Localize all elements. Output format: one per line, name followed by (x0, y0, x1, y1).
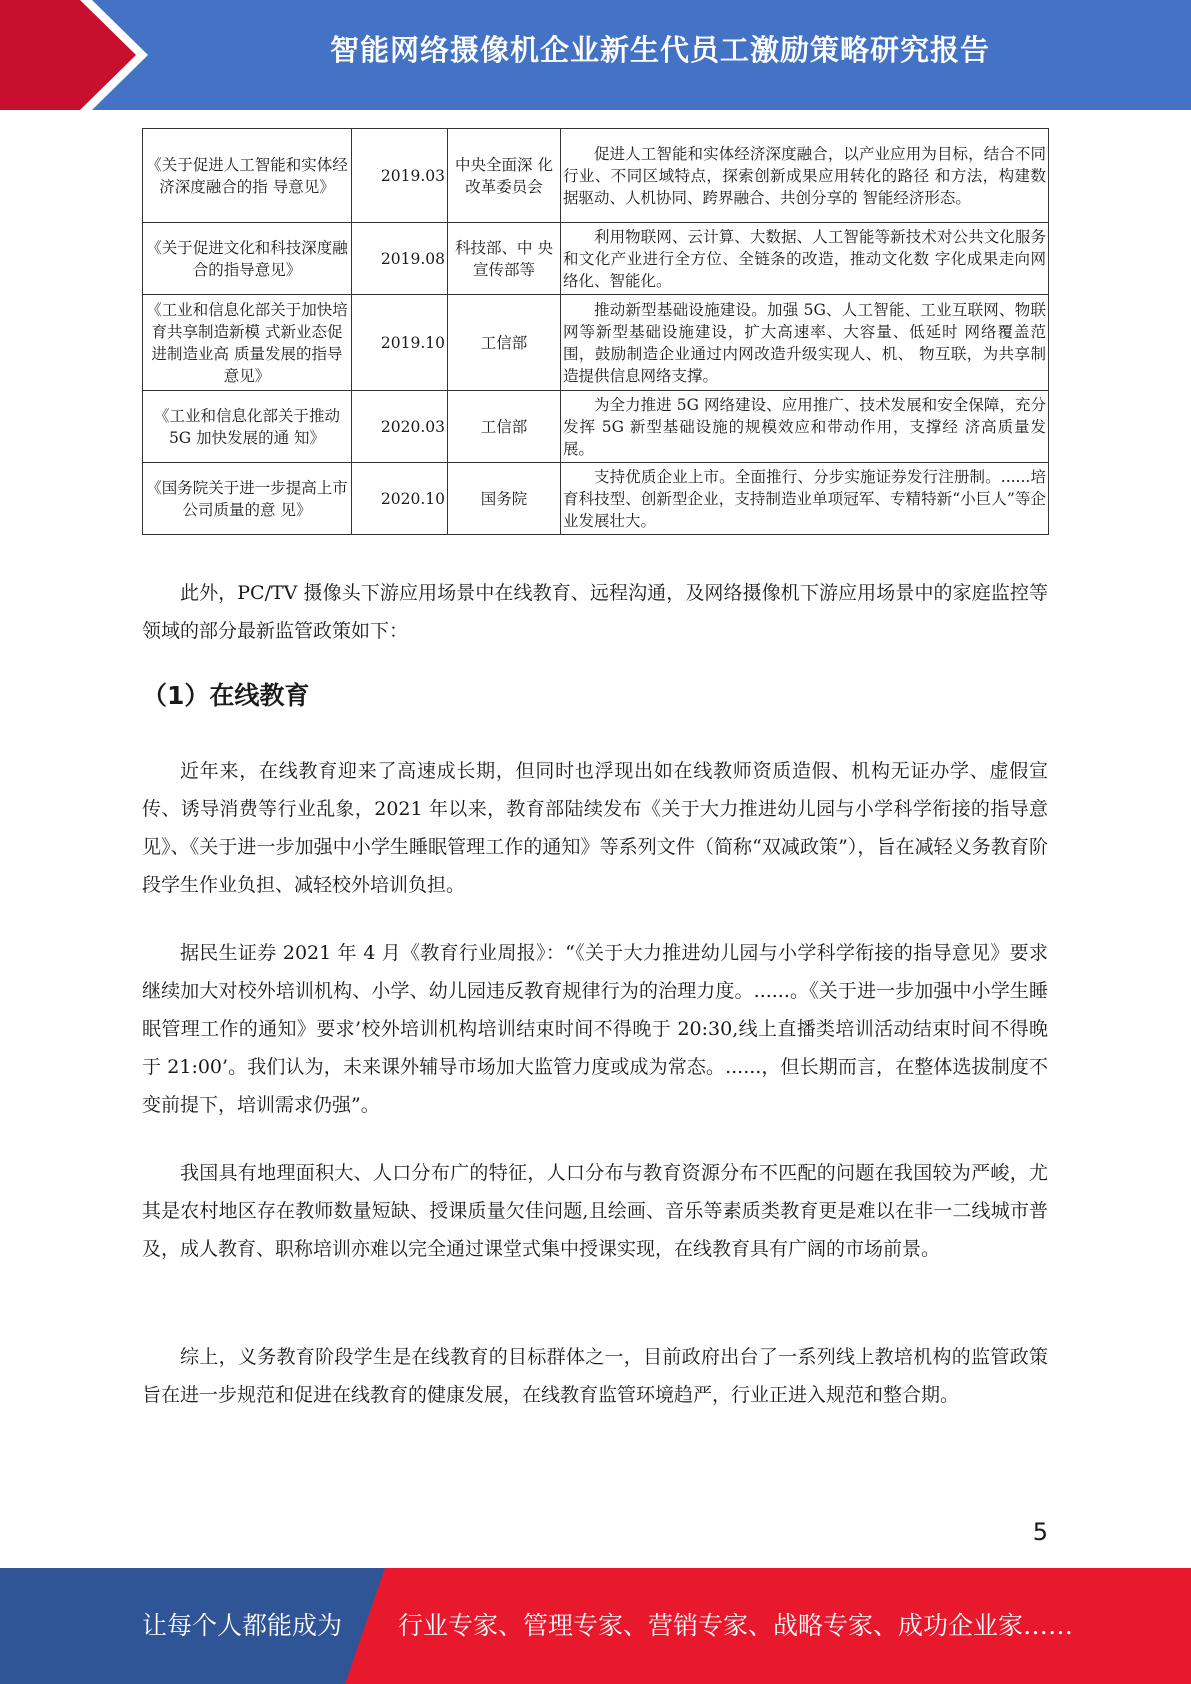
policy-content-cell: 利用物联网、云计算、大数据、人工智能等新技术对公共文化服务和文化产业进行全方位、全链条的改造，推动文化数 字化成果走向网络化、智能化。 (561, 223, 1049, 295)
policy-date-cell: 2019.10 (352, 295, 448, 391)
policy-content-cell: 促进人工智能和实体经济深度融合，以产业应用为目标，结合不同行业、不同区域特点，探索创新成果应用转化的路径 和方法，构建数据驱动、人机协同、跨界融合、共创分享的 智能经济形态。 (561, 129, 1049, 223)
policy-table (142, 128, 1049, 535)
policy-date-cell: 2020.10 (352, 463, 448, 535)
policy-org-cell: 工信部 (448, 295, 561, 391)
table-row (143, 223, 1049, 295)
table-row (143, 129, 1049, 223)
page-number: 5 (1032, 1518, 1048, 1546)
policy-org-cell: 科技部、中 央宣传部等 (448, 223, 561, 295)
section-heading: （1）在线教育 (142, 681, 310, 710)
policy-org-cell: 工信部 (448, 391, 561, 463)
policy-name-cell: 《工业和信息化部关于加快培育共享制造新模 式新业态促进制造业高 质量发展的指导意见》 (143, 295, 352, 391)
policy-date-cell: 2019.08 (352, 223, 448, 295)
policy-content-cell: 支持优质企业上市。全面推行、分步实施证券发行注册制。......培育科技型、创新型企业，支持制造业单项冠军、专精特新“小巨人”等企业发展壮大。 (561, 463, 1049, 535)
policy-content-cell: 推动新型基础设施建设。加强 5G、人工智能、工业互联网、物联网等新型基础设施建设，扩大高速率、大容量、低延时 网络覆盖范围，鼓励制造企业通过内网改造升级实现人、机、 物互联，为共享制造提供信息网络支撑。 (561, 295, 1049, 391)
policy-date-cell: 2020.03 (352, 391, 448, 463)
page-header (0, 0, 1191, 110)
policy-org-cell: 中央全面深 化改革委员会 (448, 129, 561, 223)
policy-content-cell: 为全力推进 5G 网络建设、应用推广、技术发展和安全保障，充分发挥 5G 新型基础设施的规模效应和带动作用，支撑经 济高质量发展。 (561, 391, 1049, 463)
intro-paragraph: 此外，PC/TV 摄像头下游应用场景中在线教育、远程沟通，及网络摄像机下游应用场景中的家庭监控等领域的部分最新监管政策如下： (142, 582, 1048, 642)
body-paragraph: 据民生证券 2021 年 4 月《教育行业周报》：“《关于大力推进幼儿园与小学科学衔接的指导意见》要求继续加大对校外培训机构、小学、幼儿园违反教育规律行为的治理力度。......。《关于进一步加强中小学生睡眠管理工作的通知》要求’校外培训机构培训结束时间不得晚于 20:30,线上直播类培训活动结束时间不得晚于 21:00’。我们认为，未来课外辅导市场加大监管力度或成为常态。......，但长期而言，在整体选拔制度不变前提下，培训需求仍强”。 (142, 942, 1048, 1116)
policy-date-cell: 2019.03 (352, 129, 448, 223)
footer-slogan-right: 行业专家、管理专家、营销专家、战略专家、成功企业家…… (398, 1611, 1074, 1640)
body-paragraph: 近年来，在线教育迎来了高速成长期，但同时也浮现出如在线教师资质造假、机构无证办学、虚假宣传、诱导消费等行业乱象，2021 年以来，教育部陆续发布《关于大力推进幼儿园与小学科学衔接的指导意见》、《关于进一步加强中小学生睡眠管理工作的通知》等系列文件（简称“双减政策”），旨在减轻义务教育阶段学生作业负担、减轻校外培训负担。 (142, 760, 1048, 896)
policy-name-cell: 《关于促进文化和科技深度融合的指导意见》 (143, 223, 352, 295)
policy-name-cell: 《国务院关于进一步提高上市公司质量的意 见》 (143, 463, 352, 535)
policy-name-cell: 《关于促进人工智能和实体经济深度融合的指 导意见》 (143, 129, 352, 223)
body-paragraph: 综上，义务教育阶段学生是在线教育的目标群体之一，目前政府出台了一系列线上教培机构的监管政策旨在进一步规范和促进在线教育的健康发展，在线教育监管环境趋严，行业正进入规范和整合期。 (142, 1346, 1048, 1406)
policy-name-cell: 《工业和信息化部关于推动 5G 加快发展的通 知》 (143, 391, 352, 463)
page-footer (0, 1568, 1191, 1684)
table-row (143, 391, 1049, 463)
table-row (143, 295, 1049, 391)
table-row (143, 463, 1049, 535)
footer-slogan-left: 让每个人都能成为 (142, 1611, 343, 1640)
policy-org-cell: 国务院 (448, 463, 561, 535)
report-title: 智能网络摄像机企业新生代员工激励策略研究报告 (329, 33, 990, 67)
body-paragraph: 我国具有地理面积大、人口分布广的特征，人口分布与教育资源分布不匹配的问题在我国较为严峻，尤其是农村地区存在教师数量短缺、授课质量欠佳问题,且绘画、音乐等素质类教育更是难以在非一二线城市普及，成人教育、职称培训亦难以完全通过课堂式集中授课实现，在线教育具有广阔的市场前景。 (142, 1162, 1048, 1260)
